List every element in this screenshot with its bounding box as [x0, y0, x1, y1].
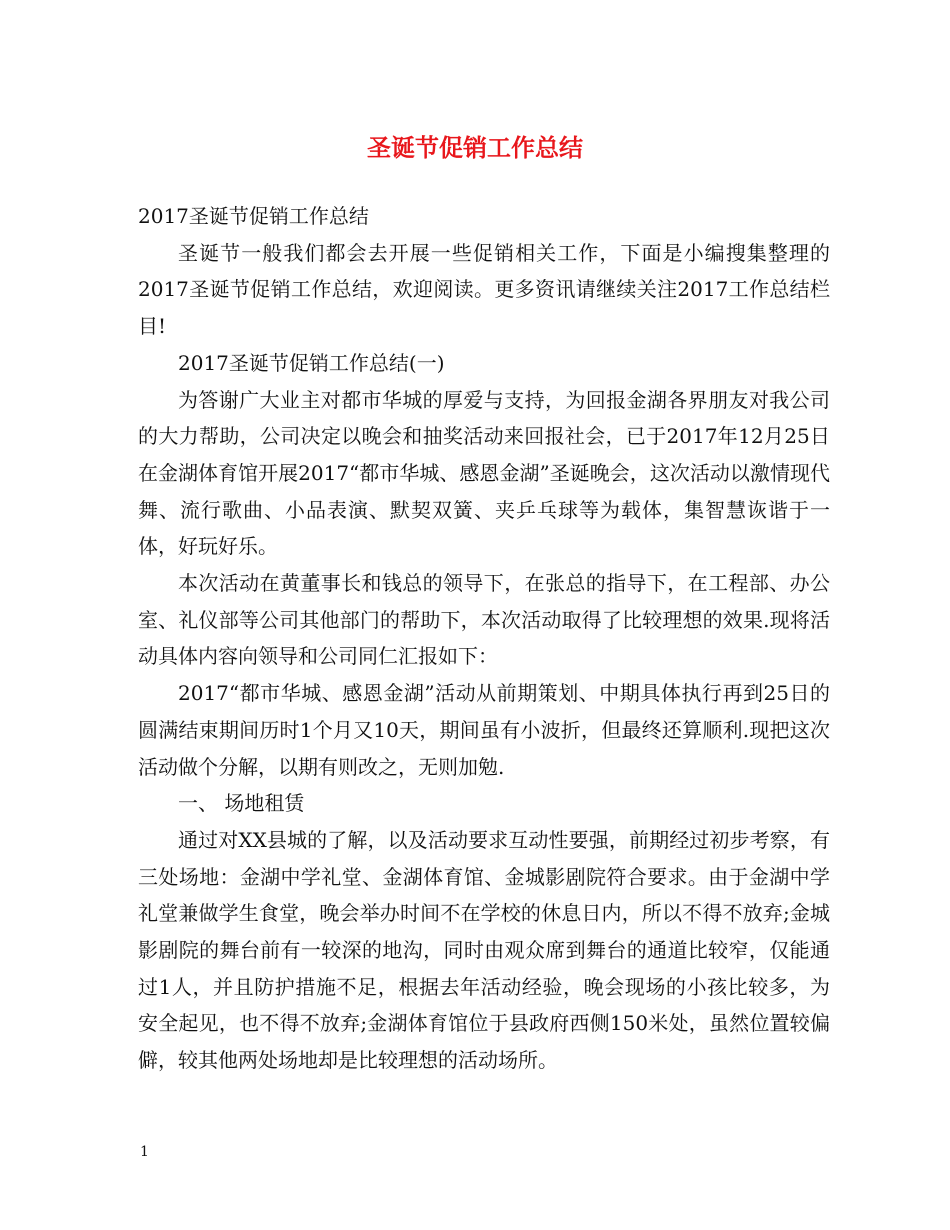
document-body: [138, 198, 830, 1079]
paragraph-body: 为答谢广大业主对都市华城的厚爱与支持，为回报金湖各界朋友对我公司的大力帮助，公司决定以晚会和抽奖活动来回报社会，已于2017年12月25日在金湖体育馆开展2017“都市华城、感恩金湖”圣诞晚会，这次活动以激情现代舞、流行歌曲、小品表演、默契双簧、夹乒乓球等为载体，集智慧诙谐于一体，好玩好乐。: [138, 387, 830, 559]
paragraph-body: 通过对XX县城的了解，以及活动要求互动性要强，前期经过初步考察，有三处场地：金湖中学礼堂、金湖体育馆、金城影剧院符合要求。由于金湖中学礼堂兼做学生食堂，晚会举办时间不在学校的休息日内，所以不得不放弃;金城影剧院的舞台前有一较深的地沟，同时由观众席到舞台的通道比较窄，仅能通过1人，并且防护措施不足，根据去年活动经验，晚会现场的小孩比较多，为安全起见，也不得不放弃;金湖体育馆位于县政府西侧150米处，虽然位置较偏僻，较其他两处场地却是比较理想的活动场所。: [138, 827, 830, 1073]
paragraph-body: 本次活动在黄董事长和钱总的领导下，在张总的指导下，在工程部、办公室、礼仪部等公司其他部门的帮助下，本次活动取得了比较理想的效果.现将活动具体内容向领导和公司同仁汇报如下：: [138, 571, 830, 669]
paragraph-subtitle: 2017圣诞节促销工作总结: [138, 204, 369, 228]
paragraph-body: 2017“都市华城、感恩金湖”活动从前期策划、中期具体执行再到25日的圆满结束期间历时1个月又10天，期间虽有小波折，但最终还算顺利.现把这次活动做个分解，以期有则改之，无则加勉.: [138, 681, 830, 779]
document-title: 圣诞节促销工作总结: [367, 133, 583, 162]
paragraph-list-heading: 一、 场地租赁: [178, 791, 305, 816]
paragraph-intro: 圣诞节一般我们都会去开展一些促销相关工作，下面是小编搜集整理的2017圣诞节促销工作总结，欢迎阅读。更多资讯请继续关注2017工作总结栏目!: [138, 240, 830, 339]
page-number: 1: [140, 1144, 149, 1160]
paragraph-section-heading: 2017圣诞节促销工作总结(一): [178, 350, 445, 375]
